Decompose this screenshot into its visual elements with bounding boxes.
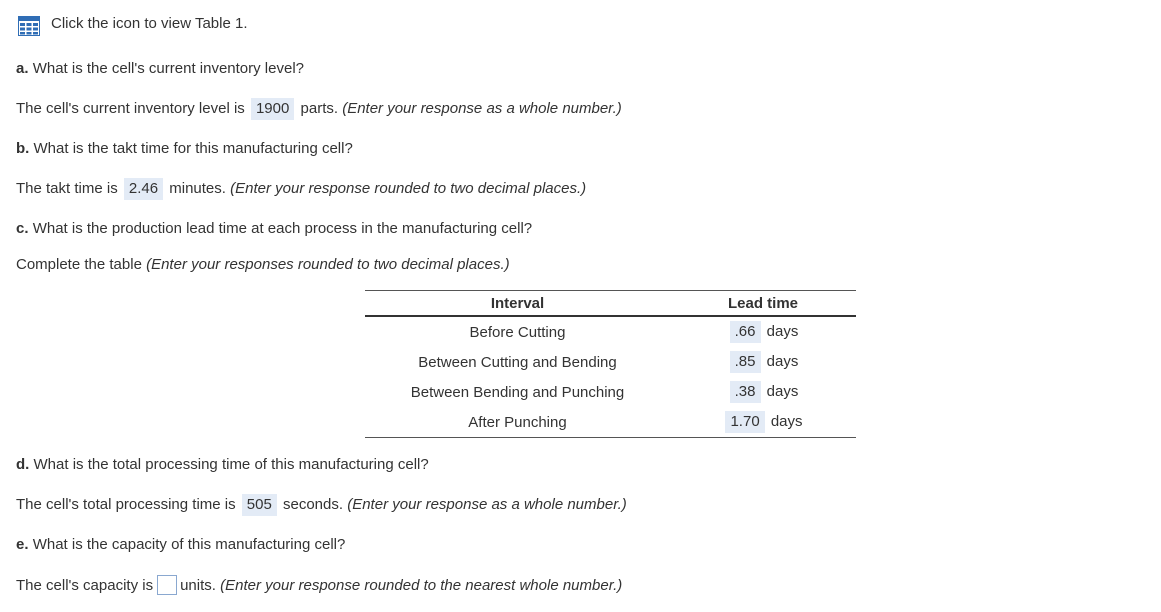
lead-time-field[interactable]: .85 xyxy=(730,351,761,373)
answer-d-hint: (Enter your response as a whole number.) xyxy=(347,496,627,513)
table-header-row xyxy=(365,291,856,317)
answer-line-b xyxy=(16,178,586,200)
unit-label: days xyxy=(770,413,803,430)
answer-d-suffix: seconds. xyxy=(283,496,344,513)
question-d-text: What is the total processing time of this manufacturing cell? xyxy=(33,456,429,473)
intro-text xyxy=(51,14,248,34)
answer-b-hint: (Enter your response rounded to two decimal places.) xyxy=(230,180,587,197)
table-row xyxy=(365,377,856,407)
answer-line-a xyxy=(16,98,622,120)
lead-time-field[interactable]: 1.70 xyxy=(725,411,764,433)
answer-a-field[interactable]: 1900 xyxy=(251,98,294,120)
unit-label: days xyxy=(766,353,799,370)
answer-b-prefix: The takt time is xyxy=(16,180,118,197)
answer-a-suffix: parts. xyxy=(300,100,339,117)
header-lead-time: Lead time xyxy=(670,291,856,317)
header-interval: Interval xyxy=(365,291,670,317)
row-lead-time xyxy=(670,316,856,347)
lead-time-field[interactable]: .66 xyxy=(730,321,761,343)
question-c-label: c. xyxy=(16,220,29,237)
question-b-label: b. xyxy=(16,140,30,157)
answer-d-prefix: The cell's total processing time is xyxy=(16,496,236,513)
question-b xyxy=(16,139,353,159)
question-a xyxy=(16,59,304,79)
row-interval: Between Bending and Punching xyxy=(410,383,625,401)
answer-e-input[interactable] xyxy=(157,575,177,595)
lead-time-table xyxy=(365,290,856,438)
answer-line-e xyxy=(16,575,622,596)
table-icon[interactable] xyxy=(18,16,40,36)
table-instruction xyxy=(16,255,510,275)
row-interval: Between Cutting and Bending xyxy=(418,353,617,371)
row-interval: After Punching xyxy=(365,407,670,438)
question-b-text: What is the takt time for this manufacturing cell? xyxy=(33,140,353,157)
answer-d-field[interactable]: 505 xyxy=(242,494,277,516)
table-row xyxy=(365,407,856,438)
answer-line-d xyxy=(16,494,627,516)
table-row xyxy=(365,316,856,347)
row-lead-time xyxy=(670,377,856,407)
question-e xyxy=(16,535,345,555)
question-d xyxy=(16,455,429,475)
table-instruction-text: Complete the table xyxy=(16,256,142,273)
question-a-label: a. xyxy=(16,60,29,77)
answer-e-hint: (Enter your response rounded to the nearest whole number.) xyxy=(220,577,623,594)
question-c-text: What is the production lead time at each process in the manufacturing cell? xyxy=(32,220,533,237)
question-e-label: e. xyxy=(16,536,29,553)
question-c xyxy=(16,219,532,239)
answer-e-prefix: The cell's capacity is xyxy=(16,577,154,594)
question-a-text: What is the cell's current inventory level? xyxy=(32,60,304,77)
answer-a-hint: (Enter your response as a whole number.) xyxy=(342,100,622,117)
answer-e-suffix: units. xyxy=(180,577,216,594)
question-e-text: What is the capacity of this manufacturing cell? xyxy=(32,536,346,553)
answer-a-prefix: The cell's current inventory level is xyxy=(16,100,245,117)
row-interval: Before Cutting xyxy=(469,323,566,341)
lead-time-field[interactable]: .38 xyxy=(730,381,761,403)
question-d-label: d. xyxy=(16,456,30,473)
unit-label: days xyxy=(766,323,799,340)
answer-b-suffix: minutes. xyxy=(169,180,226,197)
row-lead-time xyxy=(670,347,856,377)
unit-label: days xyxy=(766,383,799,400)
answer-b-field[interactable]: 2.46 xyxy=(124,178,163,200)
intro-label: Click the icon to view Table 1. xyxy=(51,15,248,32)
table-instruction-hint: (Enter your responses rounded to two decimal places.) xyxy=(146,256,510,273)
row-lead-time xyxy=(670,407,856,438)
table-row xyxy=(365,347,856,377)
